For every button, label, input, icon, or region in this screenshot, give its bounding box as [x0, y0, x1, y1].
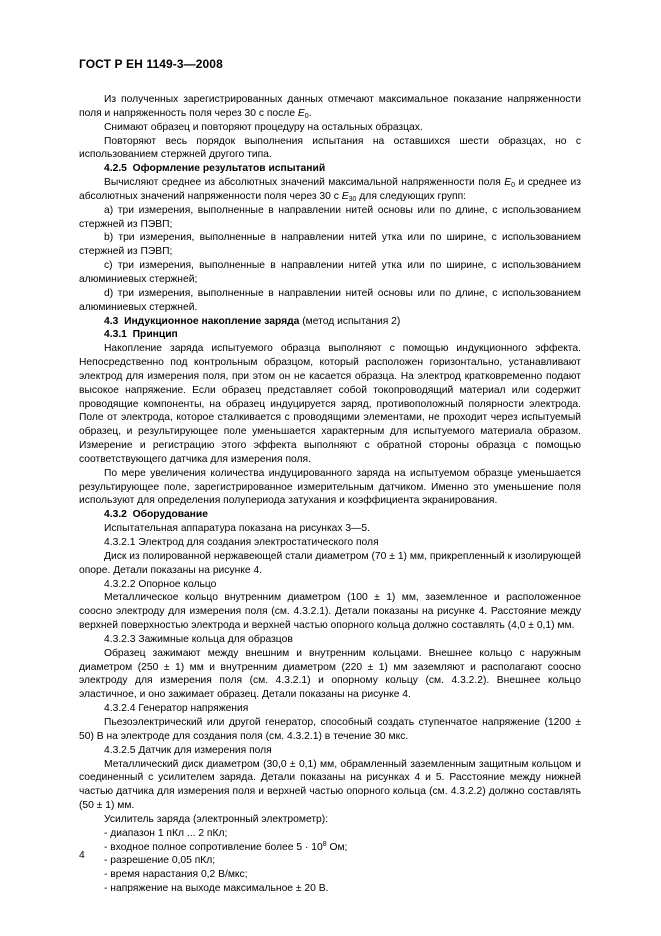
- list-item: b) три измерения, выполненные в направлении нитей утка или по ширине, с использованием стержней из ПЭВП;: [79, 232, 581, 258]
- paragraph: Снимают образец и повторяют процедуру на остальных образцах.: [104, 121, 423, 133]
- subsection-heading: 4.3.2.1 Электрод для создания электростатического поля: [104, 537, 379, 548]
- paragraph: Повторяют весь порядок выполнения испытания на оставшихся шести образцах, но с использованием стержней другого типа.: [79, 135, 581, 161]
- paragraph: Диск из полированной нержавеющей стали диаметром (70 ± 1) мм, прикрепленный к изолирующей опоре. Детали показаны на рисунке 4.: [79, 550, 581, 576]
- list-item: - диапазон 1 пКл ... 2 пКл;: [104, 827, 228, 839]
- subsection-heading: 4.3.2.3 Зажимные кольца для образцов: [104, 633, 293, 645]
- paragraph: Пьезоэлектрический или другой генератор, способный создать ступенчатое напряжение (1200 ± 50) В на электроде для создания поля (см. 4.3.2.1) в течение 30 мкс.: [79, 716, 581, 742]
- document-header: ГОСТ Р ЕН 1149-3—2008: [79, 57, 223, 71]
- section-heading: 4.3 Индукционное накопление заряда (метод испытания 2): [104, 315, 401, 327]
- page-number: 4: [79, 850, 85, 861]
- paragraph: Накопление заряда испытуемого образца выполняют с помощью индукционного эффекта. Непосредственно под контрольным образцом, который расположен горизонтально, устанавливают электрод для измерения поля, при этом он не касается образца. На электрод кратковременно подают высокое напряжение. Если образец представляет собой токопроводящий материал или содержит проводящие компоненты, на образец индуцируется заряд, противоположный полярности электрода. Поле от электрода, которое сталкивается с проводящими элементами, не проходит через испытуемый образец, и результирующее поле уменьшается характерным для испытуемого материала образом. Измерение и регистрацию этого эффекта выполняют с обратной стороны образца с помощью соответствующего датчика для измерения поля.: [79, 343, 581, 465]
- section-heading: 4.3.2 Оборудование: [104, 509, 208, 521]
- paragraph: Усилитель заряда (электронный электрометр):: [104, 813, 329, 825]
- list-item: d) три измерения, выполненные в направлении нитей основы или по длине, с использованием алюминиевых стержней.: [79, 287, 581, 313]
- document-body: [79, 93, 581, 896]
- subsection-heading: 4.3.2.2 Опорное кольцо: [104, 578, 217, 590]
- paragraph: Вычисляют среднее из абсолютных значений максимальной напряженности поля $E_0$ и среднее из абсолютных значений напряженности поля через 30 с $E_{30}$ для следующих групп:: [79, 177, 581, 203]
- list-item: - разрешение 0,05 пКл;: [104, 855, 216, 867]
- section-heading: 4.3.1 Принцип: [104, 329, 178, 341]
- list-item: - время нарастания 0,2 В/мкс;: [104, 869, 248, 881]
- paragraph: Образец зажимают между внешним и внутренним кольцами. Внешнее кольцо с наружным диаметром (250 ± 1) мм и внутренним диаметром (220 ± 1) мм заземляют и располагают соосно электроду для измерения поля (см. 4.3.2.1) и опорному кольцу (см. 4.3.2.2). Внешнее кольцо эластичное, и оно зажимает образец. Детали показаны на рисунке 4.: [79, 647, 581, 701]
- paragraph: По мере увеличения количества индуцированного заряда на испытуемом образце уменьшается результирующее поле, зарегистрированное измерительным датчиком. Именно это уменьшение поля используют для определения полупериода затухания и коэффициента экранирования.: [79, 467, 581, 507]
- list-item: c) три измерения, выполненные в направлении нитей утка или по ширине, с использованием алюминиевых стержней;: [79, 260, 581, 285]
- paragraph: Из полученных зарегистрированных данных отмечают максимальное показание напряженности поля и напряженность поля через 30 с после $E_0$.: [79, 94, 581, 120]
- list-item: - напряжение на выходе максимальное ± 20 В.: [104, 883, 329, 895]
- paragraph: Металлический диск диаметром (30,0 ± 0,1) мм, обрамленный заземленным защитным кольцом и соединенный с усилителем заряда. Детали показаны на рисунках 4 и 5. Расстояние между нижней частью датчика для измерения поля и верхней частью опорного кольца (см. 4.3.2.2) должно составлять (50 ± 1) мм.: [79, 758, 581, 812]
- section-heading: 4.2.5 Оформление результатов испытаний: [104, 163, 326, 175]
- subsection-heading: 4.3.2.5 Датчик для измерения поля: [104, 744, 272, 756]
- subsection-heading: 4.3.2.4 Генератор напряжения: [104, 703, 249, 715]
- paragraph: Испытательная аппаратура показана на рисунках 3—5.: [104, 523, 371, 535]
- list-item: а) три измерения, выполненные в направлении нитей основы или по длине, с использованием стержней из ПЭВП;: [79, 204, 581, 230]
- list-item: - входное полное сопротивление более $5 \cdot 10^8$ Ом;: [104, 840, 348, 853]
- paragraph: Металлическое кольцо внутренним диаметром (100 ± 1) мм, заземленное и расположенное соосно электроду для измерения поля (см. 4.3.2.1). Детали показаны на рисунке 4. Расстояние между верхней поверхностью электрода и верхней частью опорного кольца должно составлять (4,0 ± 0,1) мм.: [79, 592, 581, 632]
